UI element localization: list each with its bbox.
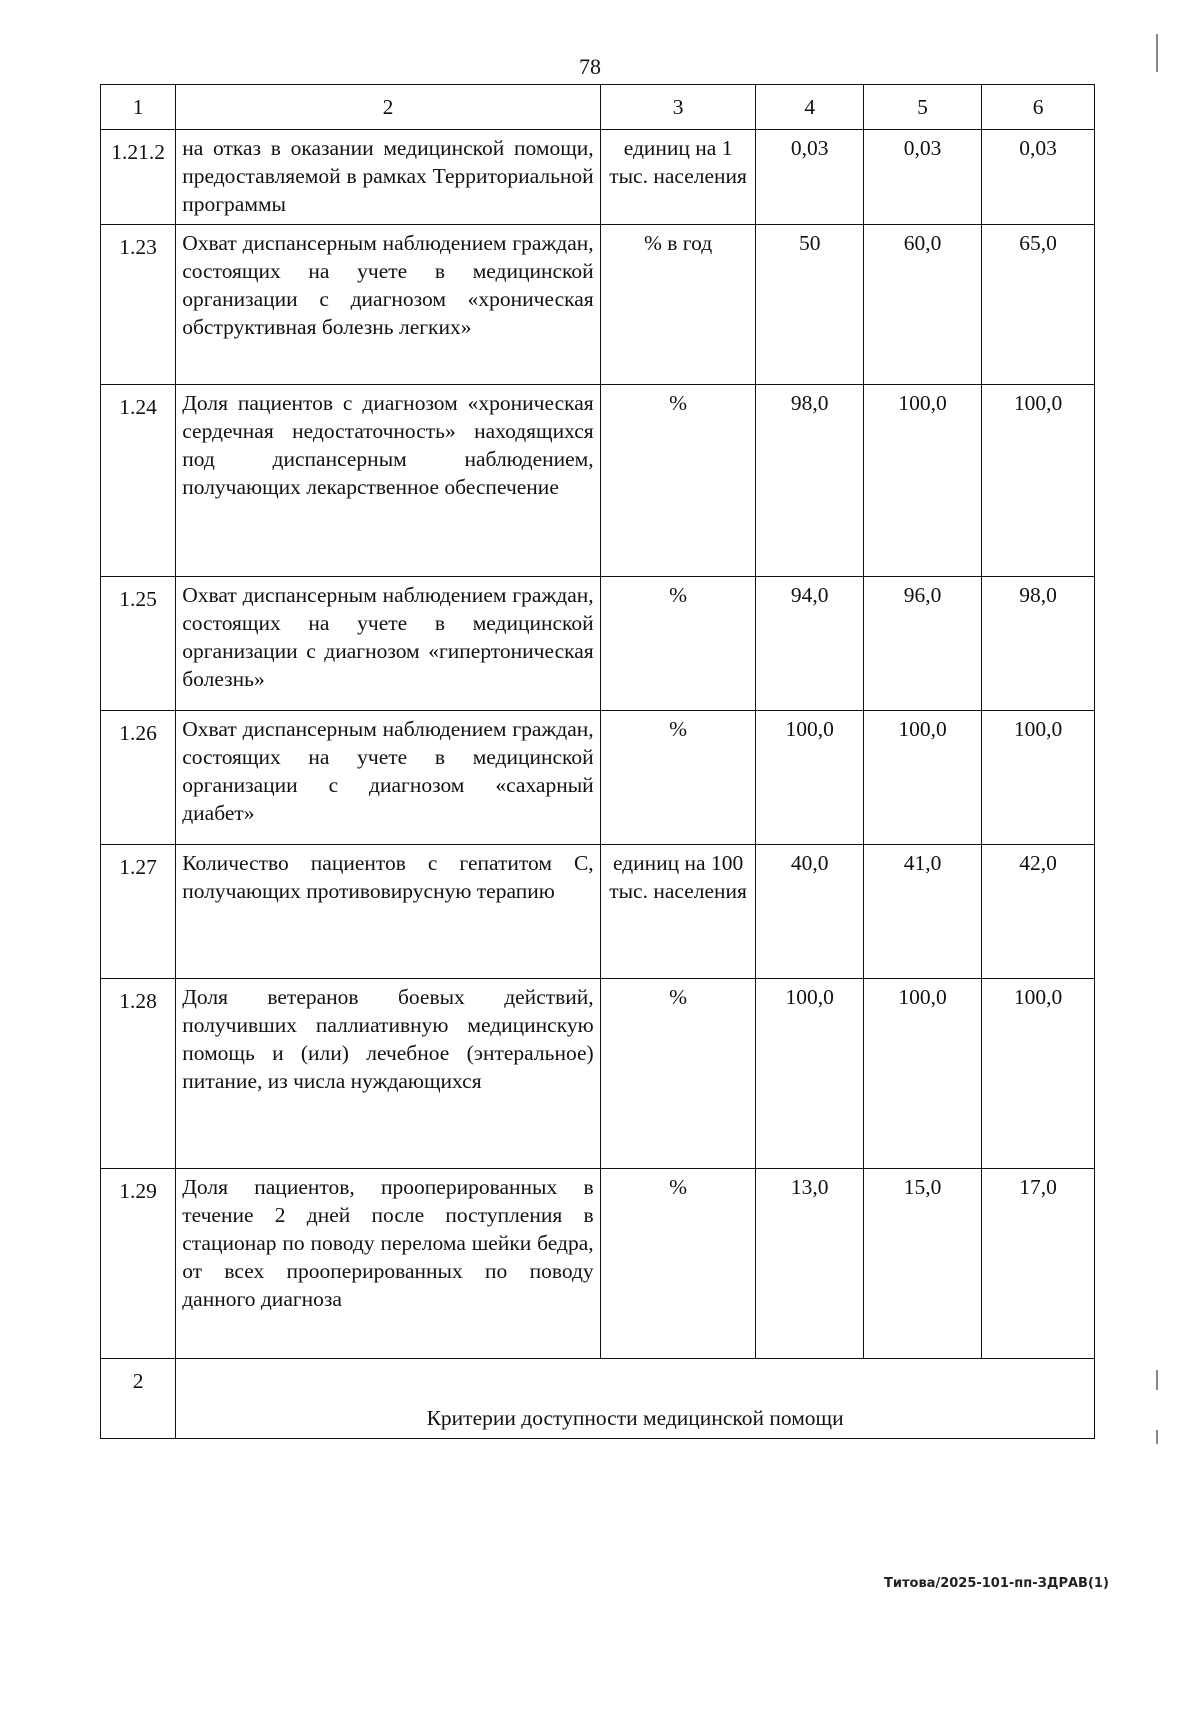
row-description: на отказ в оказании медицинской помощи, предоставляемой в рамках Территориальной программы	[176, 130, 600, 225]
row-description: Количество пациентов с гепатитом С, получающих противовирусную терапию	[176, 845, 600, 979]
row-value-col5: 100,0	[863, 979, 981, 1169]
row-number: 1.21.2	[101, 130, 176, 225]
row-value-col5: 60,0	[863, 225, 981, 385]
row-value-col4: 50	[756, 225, 863, 385]
row-unit: единиц на 1 тыс. населения	[600, 130, 756, 225]
row-value-col5: 0,03	[863, 130, 981, 225]
row-unit: % в год	[600, 225, 756, 385]
row-number: 1.28	[101, 979, 176, 1169]
row-value-col5: 41,0	[863, 845, 981, 979]
table-row	[101, 979, 1095, 1169]
row-value-col4: 100,0	[756, 711, 863, 845]
header-row	[101, 85, 1095, 130]
row-unit: %	[600, 711, 756, 845]
row-unit: %	[600, 979, 756, 1169]
table-row	[101, 225, 1095, 385]
table-row	[101, 1169, 1095, 1359]
row-value-col6: 42,0	[982, 845, 1095, 979]
row-value-col4: 100,0	[756, 979, 863, 1169]
row-description: Доля пациентов с диагнозом «хроническая сердечная недостаточность» находящихся под диспансерным наблюдением, получающих лекарственное обеспечение	[176, 385, 600, 577]
table-row	[101, 385, 1095, 577]
column-header: 3	[600, 85, 756, 130]
row-value-col5: 100,0	[863, 711, 981, 845]
row-value-col4: 94,0	[756, 577, 863, 711]
row-value-col6: 98,0	[982, 577, 1095, 711]
row-value-col6: 65,0	[982, 225, 1095, 385]
row-description: Доля пациентов, прооперированных в течение 2 дней после поступления в стационар по поводу перелома шейки бедра, от всех прооперированных по поводу данного диагноза	[176, 1169, 600, 1359]
table-row	[101, 711, 1095, 845]
column-header: 4	[756, 85, 863, 130]
row-value-col5: 15,0	[863, 1169, 981, 1359]
table-row	[101, 845, 1095, 979]
row-value-col6: 100,0	[982, 711, 1095, 845]
row-number: 1.23	[101, 225, 176, 385]
table-row	[101, 130, 1095, 225]
row-description: Охват диспансерным наблюдением граждан, состоящих на учете в медицинской организации с диагнозом «сахарный диабет»	[176, 711, 600, 845]
row-value-col6: 17,0	[982, 1169, 1095, 1359]
scan-artifact	[1156, 34, 1158, 72]
column-header: 2	[176, 85, 600, 130]
section-title: Критерии доступности медицинской помощи	[176, 1359, 1095, 1439]
row-number: 1.26	[101, 711, 176, 845]
row-value-col4: 13,0	[756, 1169, 863, 1359]
table-row	[101, 577, 1095, 711]
section-number: 2	[101, 1359, 176, 1439]
row-number: 1.29	[101, 1169, 176, 1359]
row-number: 1.24	[101, 385, 176, 577]
row-number: 1.25	[101, 577, 176, 711]
row-description: Доля ветеранов боевых действий, получивших паллиативную медицинскую помощь и (или) лечебное (энтеральное) питание, из числа нуждающихся	[176, 979, 600, 1169]
row-value-col6: 100,0	[982, 385, 1095, 577]
row-number: 1.27	[101, 845, 176, 979]
row-value-col6: 0,03	[982, 130, 1095, 225]
row-value-col4: 0,03	[756, 130, 863, 225]
page-number: 78	[579, 54, 601, 79]
column-header: 6	[982, 85, 1095, 130]
row-unit: %	[600, 385, 756, 577]
row-value-col4: 98,0	[756, 385, 863, 577]
row-value-col6: 100,0	[982, 979, 1095, 1169]
document-reference: Титова/2025-101-пп-ЗДРАВ(1)	[884, 1576, 1109, 1591]
row-value-col5: 100,0	[863, 385, 981, 577]
row-value-col4: 40,0	[756, 845, 863, 979]
scan-artifact	[1156, 1430, 1158, 1444]
scan-artifact	[1156, 1370, 1158, 1390]
section-row	[101, 1359, 1095, 1439]
row-description: Охват диспансерным наблюдением граждан, состоящих на учете в медицинской организации с диагнозом «хроническая обструктивная болезнь легких»	[176, 225, 600, 385]
row-unit: %	[600, 1169, 756, 1359]
indicators-table	[100, 84, 1095, 1439]
row-unit: единиц на 100 тыс. населения	[600, 845, 756, 979]
row-description: Охват диспансерным наблюдением граждан, состоящих на учете в медицинской организации с диагнозом «гипертоническая болезнь»	[176, 577, 600, 711]
column-header: 1	[101, 85, 176, 130]
row-value-col5: 96,0	[863, 577, 981, 711]
row-unit: %	[600, 577, 756, 711]
column-header: 5	[863, 85, 981, 130]
